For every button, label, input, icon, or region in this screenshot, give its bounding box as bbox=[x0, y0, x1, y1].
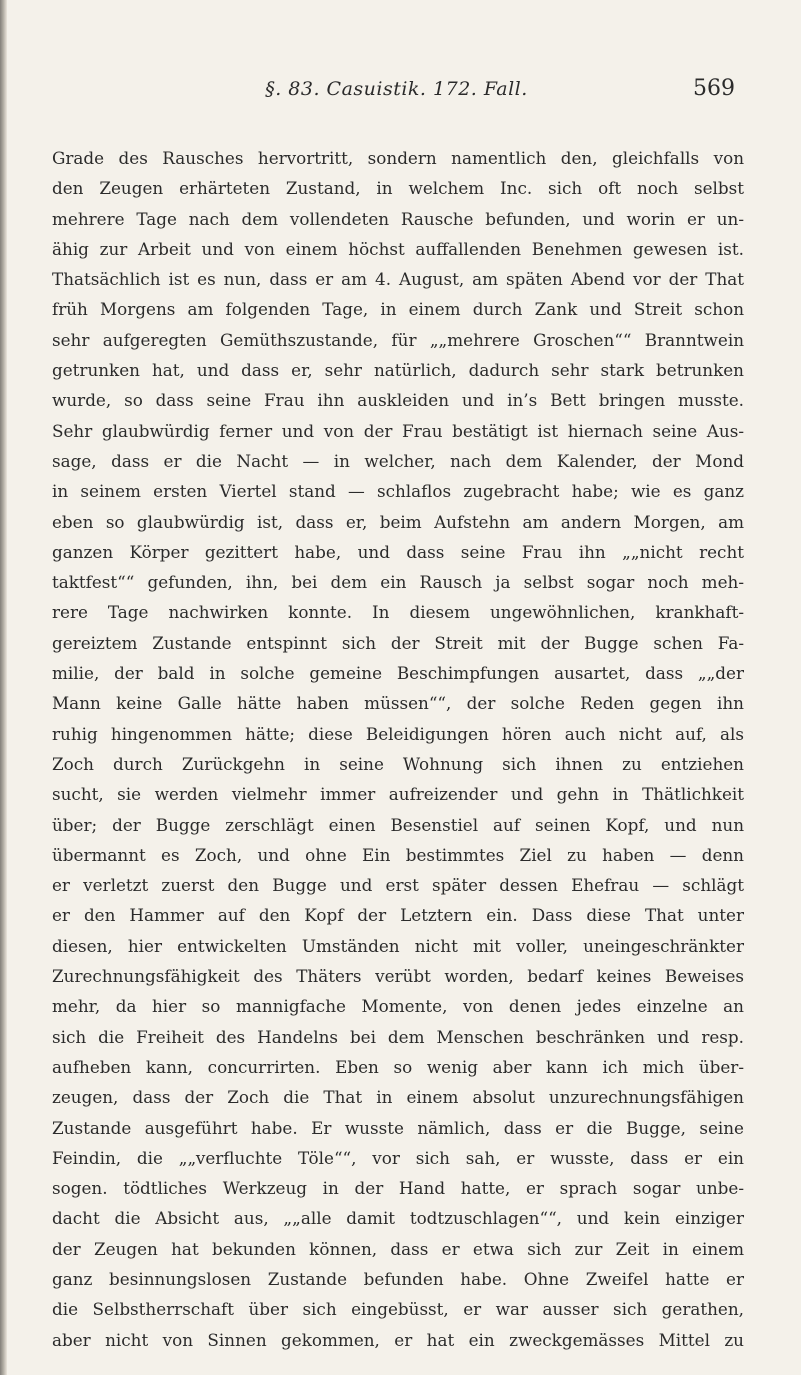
body-text bbox=[52, 143, 744, 1355]
text-line: Zurechnungsfähigkeit des Thäters verübt worden, bedarf keines Beweises bbox=[52, 966, 744, 987]
text-line: in seinem ersten Viertel stand — schlaflos zugebracht habe; wie es ganz bbox=[52, 481, 744, 502]
text-line: taktfest““ gefunden, ihn, bei dem ein Rausch ja selbst sogar noch meh- bbox=[52, 572, 744, 593]
binding-edge bbox=[0, 0, 7, 1375]
text-line: Zustande ausgeführt habe. Er wusste nämlich, dass er die Bugge, seine bbox=[52, 1117, 744, 1138]
text-line: rere Tage nachwirken konnte. In diesem ungewöhnlichen, krankhaft- bbox=[52, 602, 744, 623]
text-line: früh Morgens am folgenden Tage, in einem durch Zank und Streit schon bbox=[52, 299, 744, 320]
text-line: dacht die Absicht aus, „„alle damit todtzuschlagen““, und kein einziger bbox=[52, 1208, 744, 1229]
text-line: diesen, hier entwickelten Umständen nicht mit voller, uneingeschränkter bbox=[52, 935, 744, 956]
text-line: er verletzt zuerst den Bugge und erst später dessen Ehefrau — schlägt bbox=[52, 875, 744, 896]
text-line: zeugen, dass der Zoch die That in einem absolut unzurechnungsfähigen bbox=[52, 1087, 744, 1108]
text-line: er den Hammer auf den Kopf der Letztern ein. Dass diese That unter bbox=[52, 905, 744, 926]
text-line: über; der Bugge zerschlägt einen Besenstiel auf seinen Kopf, und nun bbox=[52, 814, 744, 835]
case-number: 172. Fall. bbox=[433, 78, 528, 100]
text-line: Mann keine Galle hätte haben müssen““, der solche Reden gegen ihn bbox=[52, 693, 744, 714]
text-line: Zoch durch Zurückgehn in seine Wohnung sich ihnen zu entziehen bbox=[52, 753, 744, 774]
text-line: Sehr glaubwürdig ferner und von der Frau bestätigt ist hiernach seine Aus- bbox=[52, 420, 744, 441]
text-line: Grade des Rausches hervortritt, sondern namentlich den, gleichfalls von bbox=[52, 148, 744, 168]
text-line: ruhig hingenommen hätte; diese Beleidigungen hören auch nicht auf, als bbox=[52, 723, 744, 744]
section-subject: Casuistik. bbox=[326, 78, 427, 100]
text-line: Thatsächlich ist es nun, dass er am 4. August, am späten Abend vor der That bbox=[52, 269, 744, 290]
text-line: den Zeugen erhärteten Zustand, in welchem Inc. sich oft noch selbst bbox=[52, 178, 744, 199]
section-number: §. 83. bbox=[265, 78, 320, 100]
text-line: Feindin, die „„verfluchte Töle““, vor sich sah, er wusste, dass er ein bbox=[52, 1147, 744, 1168]
text-line: die Selbstherrschaft über sich eingebüsst, er war ausser sich gerathen, bbox=[52, 1299, 744, 1320]
text-line: übermannt es Zoch, und ohne Ein bestimmtes Ziel zu haben — denn bbox=[52, 844, 744, 865]
text-line: eben so glaubwürdig ist, dass er, beim Aufstehn am andern Morgen, am bbox=[52, 511, 744, 532]
text-line: sucht, sie werden vielmehr immer aufreizender und gehn in Thätlichkeit bbox=[52, 784, 744, 805]
text-line: sogen. tödtliches Werkzeug in der Hand hatte, er sprach sogar unbe- bbox=[52, 1178, 744, 1199]
text-line: gereiztem Zustande entspinnt sich der Streit mit der Bugge schen Fa- bbox=[52, 632, 744, 653]
text-line: milie, der bald in solche gemeine Beschimpfungen ausartet, dass „„der bbox=[52, 663, 744, 684]
text-line: mehrere Tage nach dem vollendeten Rausche befunden, und worin er un- bbox=[52, 208, 744, 229]
text-line: der Zeugen hat bekunden können, dass er etwa sich zur Zeit in einem bbox=[52, 1238, 744, 1259]
text-line: ganz besinnungslosen Zustande befunden habe. Ohne Zweifel hatte er bbox=[52, 1268, 744, 1289]
text-line: mehr, da hier so mannigfache Momente, von denen jedes einzelne an bbox=[52, 996, 744, 1017]
text-line: aber nicht von Sinnen gekommen, er hat ein zweckgemässes Mittel zu bbox=[52, 1329, 744, 1350]
running-header bbox=[52, 78, 741, 112]
text-line: ganzen Körper gezittert habe, und dass seine Frau ihn „„nicht recht bbox=[52, 541, 744, 562]
page-number: 569 bbox=[693, 76, 735, 101]
text-line: sich die Freiheit des Handelns bei dem Menschen beschränken und resp. bbox=[52, 1026, 744, 1047]
text-line: sehr aufgeregten Gemüthszustande, für „„mehrere Groschen““ Branntwein bbox=[52, 329, 744, 350]
text-line: getrunken hat, und dass er, sehr natürlich, dadurch sehr stark betrunken bbox=[52, 360, 744, 381]
text-line: sage, dass er die Nacht — in welcher, nach dem Kalender, der Mond bbox=[52, 450, 744, 471]
text-line: aufheben kann, concurrirten. Eben so wenig aber kann ich mich über- bbox=[52, 1056, 744, 1077]
running-title bbox=[52, 78, 741, 100]
text-line: wurde, so dass seine Frau ihn auskleiden und in’s Bett bringen musste. bbox=[52, 390, 744, 411]
text-line: ähig zur Arbeit und von einem höchst auffallenden Benehmen gewesen ist. bbox=[52, 238, 744, 259]
